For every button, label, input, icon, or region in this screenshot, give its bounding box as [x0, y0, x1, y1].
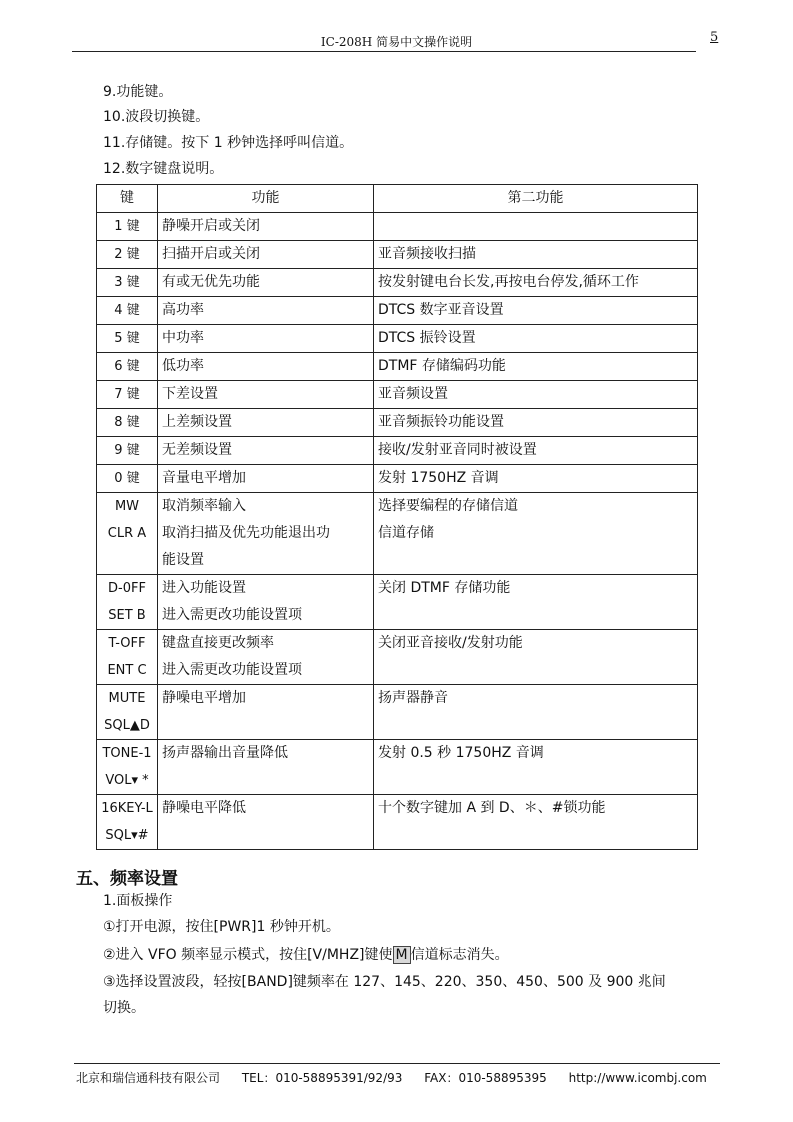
key-cell-text: 3 键 — [114, 275, 140, 290]
step-2 — [103, 945, 509, 965]
key-cell — [97, 213, 158, 241]
second-function-cell — [374, 353, 698, 381]
footer-tel: TEL：010-58895391/92/93 — [241, 1071, 403, 1085]
second-function-cell — [374, 575, 698, 630]
second-function-cell-text: 发射 1750HZ 音调 — [378, 470, 499, 486]
list-item: 12.数字键盘说明。 — [103, 161, 224, 177]
key-cell-text: SET B — [108, 608, 146, 623]
function-cell-text: 取消扫描及优先功能退出功 — [162, 525, 330, 541]
table-row — [97, 297, 698, 325]
table-row — [97, 325, 698, 353]
key-cell — [97, 437, 158, 465]
function-cell-text: 下差设置 — [162, 386, 218, 402]
key-cell — [97, 795, 158, 850]
step-1: ①打开电源，按住[PWR]1 秒钟开机。 — [103, 919, 340, 935]
key-cell-text: 7 键 — [114, 387, 140, 402]
function-cell — [158, 437, 374, 465]
key-cell-text: MW — [114, 499, 140, 514]
second-function-cell — [374, 630, 698, 685]
step-3: ③选择设置波段，轻按[BAND]键频率在 127、145、220、350、450、500 及 900 兆间 — [103, 974, 666, 990]
function-cell-text: 中功率 — [162, 330, 204, 346]
table-row — [97, 437, 698, 465]
second-function-cell — [374, 297, 698, 325]
key-cell-text: D-0FF — [108, 581, 146, 596]
key-cell — [97, 241, 158, 269]
footer-fax: FAX：010-58895395 — [424, 1071, 547, 1085]
second-function-cell — [374, 381, 698, 409]
function-cell — [158, 269, 374, 297]
key-cell — [97, 630, 158, 685]
second-function-cell — [374, 740, 698, 795]
keypad-table — [96, 184, 698, 850]
function-cell — [158, 381, 374, 409]
function-cell — [158, 630, 374, 685]
column-header-key: 键 — [97, 185, 158, 213]
function-cell-text: 高功率 — [162, 302, 204, 318]
key-cell-text: 5 键 — [114, 331, 140, 346]
function-cell-text: 进入需更改功能设置项 — [162, 662, 302, 678]
second-function-cell-text: 扬声器静音 — [378, 690, 448, 706]
second-function-cell-text: 亚音频振铃功能设置 — [378, 414, 504, 430]
footer-url[interactable]: http://www.icombj.com — [568, 1071, 707, 1085]
footer — [76, 1069, 725, 1086]
function-cell-text: 音量电平增加 — [162, 470, 246, 486]
second-function-cell-text: 信道存储 — [378, 525, 434, 541]
key-cell-text: T-OFF — [108, 636, 146, 651]
key-cell — [97, 381, 158, 409]
table-row — [97, 381, 698, 409]
column-header-function: 功能 — [158, 185, 374, 213]
list-item: 10.波段切换键。 — [103, 109, 210, 125]
function-cell-text: 静噪电平降低 — [162, 800, 246, 816]
key-cell-text: SQL▾# — [105, 828, 149, 843]
second-function-cell — [374, 437, 698, 465]
function-cell-text: 键盘直接更改频率 — [162, 635, 274, 651]
second-function-cell-text: 发射 0.5 秒 1750HZ 音调 — [378, 745, 544, 761]
second-function-cell-text: 亚音频设置 — [378, 386, 448, 402]
second-function-cell-text: DTCS 振铃设置 — [378, 330, 476, 346]
function-cell — [158, 493, 374, 575]
function-cell — [158, 795, 374, 850]
function-cell — [158, 353, 374, 381]
section-title: 五、频率设置 — [76, 869, 178, 889]
second-function-cell-text: 亚音频接收扫描 — [378, 246, 476, 262]
second-function-cell-text: 关闭 DTMF 存储功能 — [378, 580, 511, 596]
key-cell-text: 1 键 — [114, 219, 140, 234]
function-cell-text: 有或无优先功能 — [162, 274, 260, 290]
function-cell-text: 进入功能设置 — [162, 580, 246, 596]
key-cell — [97, 740, 158, 795]
list-item: 9.功能键。 — [103, 84, 173, 100]
function-cell — [158, 213, 374, 241]
key-cell-text: SQL▲D — [104, 718, 150, 733]
second-function-cell-text: 十个数字键加 A 到 D、＊、#锁功能 — [378, 800, 606, 816]
second-function-cell — [374, 241, 698, 269]
key-cell-text: CLR A — [107, 526, 147, 541]
table-row — [97, 353, 698, 381]
key-cell-text: TONE-1 — [102, 746, 152, 761]
function-cell-text: 扬声器输出音量降低 — [162, 745, 288, 761]
table-row — [97, 241, 698, 269]
page-number: 5 — [710, 30, 719, 45]
function-cell — [158, 465, 374, 493]
second-function-cell — [374, 269, 698, 297]
list-item: 11.存储键。按下 1 秒钟选择呼叫信道。 — [103, 135, 354, 151]
step-2-text-end: 信道标志消失。 — [410, 947, 509, 963]
key-cell-text: 2 键 — [114, 247, 140, 262]
function-cell — [158, 241, 374, 269]
function-cell — [158, 409, 374, 437]
second-function-cell — [374, 493, 698, 575]
second-function-cell-text: DTMF 存储编码功能 — [378, 358, 506, 374]
table-row — [97, 409, 698, 437]
function-cell-text: 无差频设置 — [162, 442, 232, 458]
function-cell — [158, 575, 374, 630]
second-function-cell-text: 接收/发射亚音同时被设置 — [378, 442, 537, 458]
second-function-cell — [374, 213, 698, 241]
function-cell-text: 进入需更改功能设置项 — [162, 607, 302, 623]
column-header-second-function: 第二功能 — [374, 185, 698, 213]
table-row — [97, 740, 698, 795]
key-cell-text: 8 键 — [114, 415, 140, 430]
section-subtitle: 1.面板操作 — [103, 893, 173, 909]
second-function-cell — [374, 685, 698, 740]
second-function-cell-text: 关闭亚音接收/发射功能 — [378, 635, 523, 651]
key-cell — [97, 575, 158, 630]
header-title: IC-208H 简易中文操作说明 — [320, 35, 473, 49]
key-cell-text: ENT C — [107, 663, 147, 678]
table-row — [97, 213, 698, 241]
key-cell-text: 9 键 — [114, 443, 140, 458]
key-cell-text: 6 键 — [114, 359, 140, 374]
table-header-row — [97, 185, 698, 213]
table-row — [97, 630, 698, 685]
table-body — [97, 213, 698, 850]
function-cell-text: 低功率 — [162, 358, 204, 374]
second-function-cell — [374, 325, 698, 353]
step-2-text: ②进入 VFO 频率显示模式，按住[V/MHZ]键使 — [103, 947, 393, 963]
key-cell — [97, 465, 158, 493]
key-cell-text: 4 键 — [114, 303, 140, 318]
footer-company: 北京和瑞信通科技有限公司 — [76, 1071, 221, 1085]
key-cell — [97, 685, 158, 740]
table-row — [97, 575, 698, 630]
header-divider — [72, 51, 696, 52]
key-cell — [97, 297, 158, 325]
step-3-continued: 切换。 — [103, 1000, 145, 1016]
second-function-cell — [374, 409, 698, 437]
footer-divider — [74, 1063, 720, 1064]
function-cell-text: 取消频率输入 — [162, 498, 246, 514]
table-row — [97, 465, 698, 493]
function-cell-text: 扫描开启或关闭 — [162, 246, 260, 262]
key-cell — [97, 409, 158, 437]
function-cell — [158, 740, 374, 795]
second-function-cell-text: 按发射键电台长发,再按电台停发,循环工作 — [378, 274, 639, 290]
table-row — [97, 685, 698, 740]
table-row — [97, 269, 698, 297]
function-cell — [158, 297, 374, 325]
second-function-cell-text — [378, 213, 693, 240]
second-function-cell — [374, 465, 698, 493]
function-cell-text: 上差频设置 — [162, 414, 232, 430]
memory-channel-indicator: M — [393, 946, 411, 964]
key-cell-text: VOL▾ * — [105, 773, 149, 788]
second-function-cell — [374, 795, 698, 850]
function-cell — [158, 685, 374, 740]
second-function-cell-text: DTCS 数字亚音设置 — [378, 302, 504, 318]
key-cell — [97, 353, 158, 381]
key-cell-text: MUTE — [108, 691, 146, 706]
function-cell-text: 能设置 — [162, 552, 204, 568]
table-row — [97, 493, 698, 575]
key-cell — [97, 325, 158, 353]
key-cell — [97, 493, 158, 575]
key-cell-text: 0 键 — [114, 471, 140, 486]
key-cell — [97, 269, 158, 297]
second-function-cell-text: 选择要编程的存储信道 — [378, 498, 518, 514]
function-cell-text: 静噪电平增加 — [162, 690, 246, 706]
function-cell-text: 静噪开启或关闭 — [162, 218, 260, 234]
table-row — [97, 795, 698, 850]
function-cell — [158, 325, 374, 353]
key-cell-text: 16KEY-L — [101, 801, 153, 816]
